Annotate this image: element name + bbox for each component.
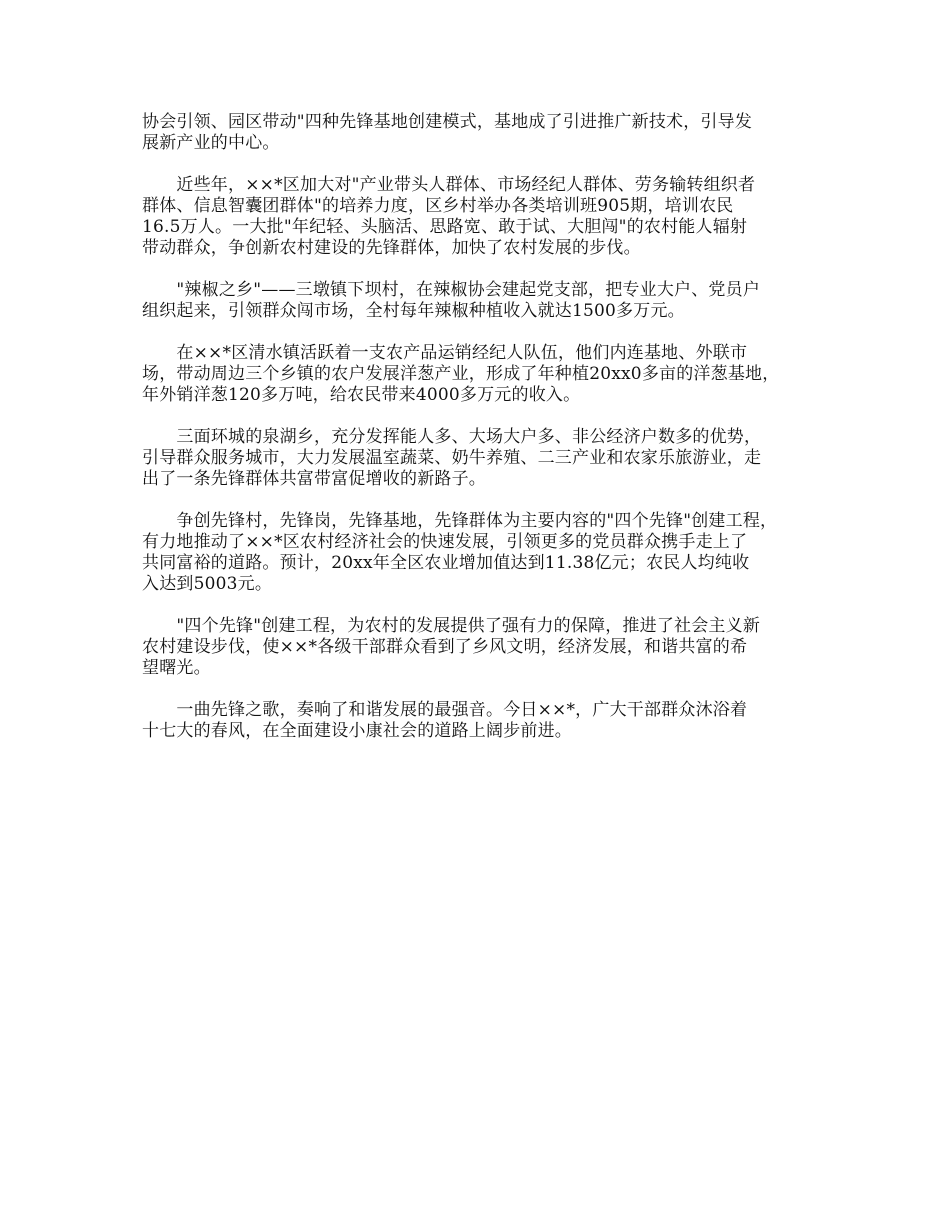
text-line: 农村建设步伐，使××*各级干部群众看到了乡风文明，经济发展，和谐共富的希 <box>142 637 748 657</box>
text-line: 争创先锋村，先锋岗，先锋基地，先锋群体为主要内容的"四个先锋"创建工程， <box>142 511 778 531</box>
paragraph-4 <box>142 343 810 406</box>
text-line: 16.5万人。一大批"年纪轻、头脑活、思路宽、敢于试、大胆闯"的农村能人辐射 <box>142 217 748 237</box>
text-line: 组织起来，引领群众闯市场，全村每年辣椒种植收入就达1500多万元。 <box>142 301 685 321</box>
text-line: 场，带动周边三个乡镇的农户发展洋葱产业，形成了年种植20xx0多亩的洋葱基地， <box>142 364 780 384</box>
text-line: 十七大的春风，在全面建设小康社会的道路上阔步前进。 <box>142 721 572 741</box>
document-body <box>142 112 810 763</box>
paragraph-8 <box>142 700 810 742</box>
text-line: 出了一条先锋群体共富带富促增收的新路子。 <box>142 469 486 489</box>
text-line: 协会引领、园区带动"四种先锋基地创建模式，基地成了引进推广新技术，引导发 <box>142 112 753 132</box>
text-line: 共同富裕的道路。预计，20xx年全区农业增加值达到11.38亿元；农民人均纯收 <box>142 553 750 573</box>
text-line: 有力地推动了××*区农村经济社会的快速发展，引领更多的党员群众携手走上了 <box>142 532 748 552</box>
text-line: 入达到5003元。 <box>142 574 273 594</box>
paragraph-6 <box>142 511 810 595</box>
text-line: 近些年，××*区加大对"产业带头人群体、市场经纪人群体、劳务输转组织者 <box>142 175 756 195</box>
text-line: 三面环城的泉湖乡，充分发挥能人多、大场大户多、非公经济户数多的优势， <box>142 427 762 447</box>
text-line: "辣椒之乡"——三墩镇下坝村，在辣椒协会建起党支部，把专业大户、党员户 <box>142 280 761 300</box>
text-line: 一曲先锋之歌，奏响了和谐发展的最强音。今日××*，广大干部群众沐浴着 <box>142 700 748 720</box>
paragraph-7 <box>142 616 810 679</box>
text-line: "四个先锋"创建工程，为农村的发展提供了强有力的保障，推进了社会主义新 <box>142 616 761 636</box>
text-line: 展新产业的中心。 <box>142 133 280 153</box>
text-line: 带动群众，争创新农村建设的先锋群体，加快了农村发展的步伐。 <box>142 238 641 258</box>
text-line: 群体、信息智囊团群体"的培养力度，区乡村举办各类培训班905期，培训农民 <box>142 196 734 216</box>
text-line: 年外销洋葱120多万吨，给农民带来4000多万元的收入。 <box>142 385 581 405</box>
text-line: 望曙光。 <box>142 658 211 678</box>
paragraph-3 <box>142 280 810 322</box>
text-line: 在××*区清水镇活跃着一支农产品运销经纪人队伍，他们内连基地、外联市 <box>142 343 748 363</box>
paragraph-2 <box>142 175 810 259</box>
paragraph-5 <box>142 427 810 490</box>
text-line: 引导群众服务城市，大力发展温室蔬菜、奶牛养殖、二三产业和农家乐旅游业，走 <box>142 448 762 468</box>
paragraph-1 <box>142 112 810 154</box>
